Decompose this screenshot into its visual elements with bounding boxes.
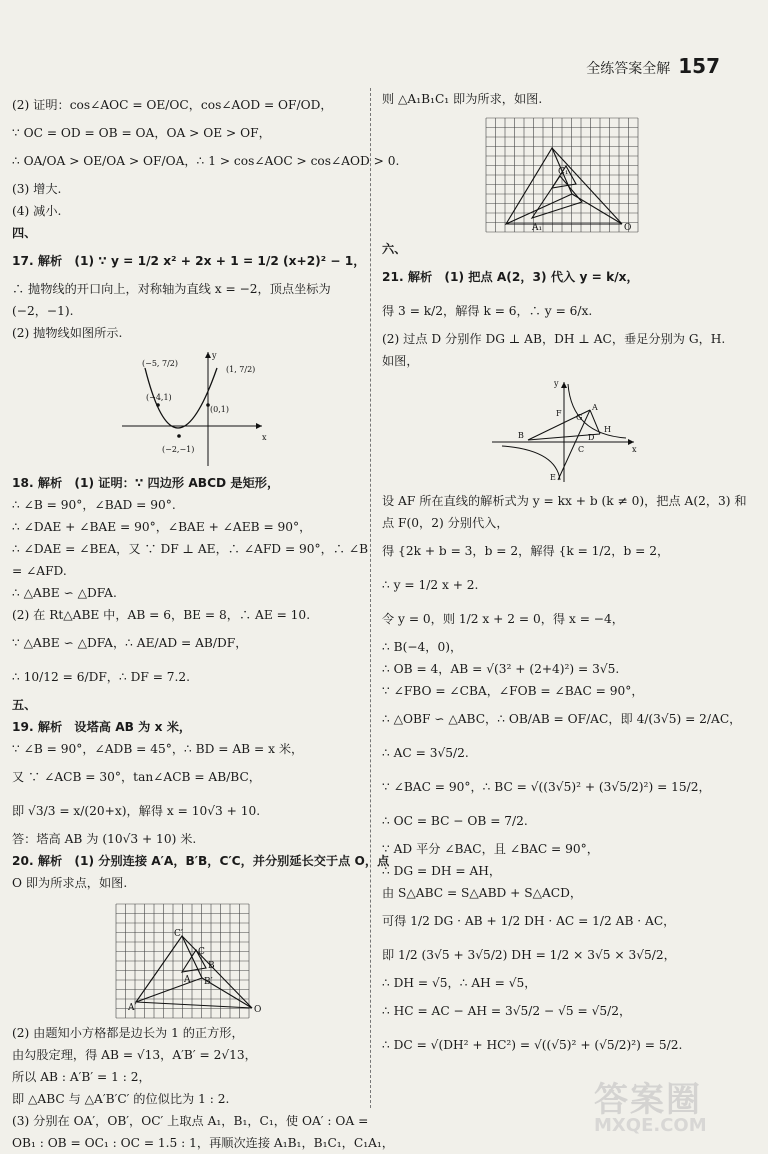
watermark-logo (594, 1072, 754, 1136)
x-axis-label: x (262, 433, 267, 442)
text-line: 令 y = 0，则 1/2 x + 2 = 0，得 x = −4， (382, 612, 624, 626)
point-label: A (592, 403, 598, 412)
column-divider (370, 88, 371, 1108)
text-line: ∴ DG = DH = AH， (382, 864, 502, 878)
point-label: A (184, 975, 191, 985)
text-line: 点 F(0，2) 分别代入， (382, 516, 509, 530)
text-line: ∴ 10/12 = 6/DF，∴ DF = 7.2. (12, 670, 191, 684)
point-label: (−5, 7/2) (142, 359, 178, 368)
text-line: (4) 减小. (12, 204, 62, 218)
text-line: ∴ AC = 3√5/2. (382, 746, 469, 760)
point-label: G (576, 413, 583, 422)
text-line: ∵ ∠B = 90°，∠ADB = 45°，∴ BD = AB = x 米， (12, 742, 304, 756)
text-line: ∴ OA/OA > OE/OA > OF/OA，∴ 1 > cos∠AOC > cos∠AOD > 0. (12, 154, 400, 168)
point-label: B (518, 431, 524, 440)
text-line: 如图， (382, 354, 419, 368)
text-line: ∵ △ABE ∽ △DFA，∴ AE/AD = AB/DF， (12, 636, 248, 650)
section-heading: 四、 (12, 226, 37, 240)
point-label: (−4,1) (146, 393, 172, 402)
point-label: C (578, 445, 585, 454)
text-line: ∴ ∠DAE + ∠BAE = 90°，∠BAE + ∠AEB = 90°， (12, 520, 312, 534)
text-line: 即 1/2 (3√5 + 3√5/2) DH = 1/2 × 3√5 × 3√5/2， (382, 948, 676, 962)
text-line: ∴ ∠B = 90°，∠BAD = 90°. (12, 498, 176, 512)
watermark-text: 答案圈 (594, 1080, 702, 1120)
point-label: A₁ (532, 223, 543, 233)
point-label: (1, 7/2) (226, 365, 256, 374)
text-line: ∴ OC = BC − OB = 7/2. (382, 814, 528, 828)
text-line: ∴ DH = √5，∴ AH = √5， (382, 976, 537, 990)
text-line: ∴ y = 1/2 x + 2. (382, 578, 479, 592)
question-21: 21. 解析 (1) 把点 A(2，3) 代入 y = k/x， (382, 270, 639, 284)
question-20: 20. 解析 (1) 分别连接 A′A，B′B，C′C，并分别延长交于点 O，点 (12, 854, 390, 868)
text-line: ∴ B(−4，0)， (382, 640, 463, 654)
left-column (12, 88, 400, 1154)
point-label: B (208, 961, 215, 971)
question-18: 18. 解析 (1) 证明：∵ 四边形 ABCD 是矩形， (12, 476, 280, 490)
point-label: (−2,−1) (162, 445, 195, 454)
grid-figure-2 (382, 114, 734, 234)
text-line: ∴ △OBF ∽ △ABC，∴ OB/AB = OF/AC，即 4/(3√5) = 2/AC， (382, 712, 742, 726)
text-line: ∴ HC = AC − AH = 3√5/2 − √5 = √5/2， (382, 1004, 632, 1018)
page-number: 157 (678, 54, 720, 78)
text-line: 由 S△ABC = S△ABD + S△ACD， (382, 886, 583, 900)
text-line: (3) 分别在 OA′，OB′，OC′ 上取点 A₁，B₁，C₁，使 OA′ : OA = (12, 1114, 369, 1128)
point-label: C (198, 947, 205, 957)
grid-figure-1 (12, 898, 364, 1018)
point-label: H (604, 425, 611, 434)
parabola-figure (12, 348, 364, 468)
watermark-url: MXQE.COM (594, 1115, 707, 1136)
hyperbola-figure (382, 376, 734, 486)
text-line: (2) 抛物线如图所示. (12, 326, 123, 340)
text-line: (2) 过点 D 分别作 DG ⊥ AB，DH ⊥ AC，垂足分别为 G，H. (382, 332, 726, 346)
point-label: E (550, 473, 556, 482)
text-line: (2) 在 Rt△ABE 中，AB = 6，BE = 8，∴ AE = 10. (12, 608, 311, 622)
text-line: 则 △A₁B₁C₁ 即为所求，如图. (382, 92, 543, 106)
point-label: B′ (204, 977, 213, 987)
text-line: ∴ DC = √(DH² + HC²) = √((√5)² + (√5/2)²) = 5/2. (382, 1038, 683, 1052)
text-line: 得 {2k + b = 3，b = 2，解得 {k = 1/2，b = 2， (382, 544, 670, 558)
y-axis-label: y (212, 351, 217, 360)
right-column (382, 88, 747, 1062)
text-line: ∵ ∠FBO = ∠CBA，∠FOB = ∠BAC = 90°， (382, 684, 644, 698)
header-title: 全练答案全解 (586, 61, 671, 77)
page-header (586, 54, 720, 78)
y-axis-label: y (554, 379, 559, 388)
text-line: 答：塔高 AB 为 (10√3 + 10) 米. (12, 832, 197, 846)
text-line: ∵ AD 平分 ∠BAC，且 ∠BAC = 90°， (382, 842, 599, 856)
text-line: (3) 增大. (12, 182, 62, 196)
text-line: = ∠AFD. (12, 564, 67, 578)
text-line: 又 ∵ ∠ACB = 30°，tan∠ACB = AB/BC， (12, 770, 261, 784)
text-line: ∴ 抛物线的开口向上，对称轴为直线 x = −2，顶点坐标为 (12, 282, 331, 296)
point-label: C₁ (558, 167, 569, 177)
text-line: 即 √3/3 = x/(20+x)，解得 x = 10√3 + 10. (12, 804, 261, 818)
text-line: 得 3 = k/2，解得 k = 6，∴ y = 6/x. (382, 304, 593, 318)
question-17: 17. 解析 (1) ∵ y = 1/2 x² + 2x + 1 = 1/2 (x+2)² − 1， (12, 254, 366, 268)
text-line: 可得 1/2 DG · AB + 1/2 DH · AC = 1/2 AB · AC， (382, 914, 676, 928)
point-label: F (556, 409, 562, 418)
text-line: O 即为所求点，如图. (12, 876, 128, 890)
x-axis-label: x (632, 445, 637, 454)
point-label: C′ (174, 929, 183, 939)
point-label: O (254, 1005, 262, 1015)
text-line: 即 △ABC 与 △A′B′C′ 的位似比为 1 : 2. (12, 1092, 230, 1106)
text-line: (−2，−1). (12, 304, 74, 318)
point-label: A′ (128, 1003, 137, 1013)
section-heading: 五、 (12, 698, 37, 712)
question-19: 19. 解析 设塔高 AB 为 x 米， (12, 720, 192, 734)
text-line: 由勾股定理，得 AB = √13，A′B′ = 2√13， (12, 1048, 257, 1062)
text-line: ∴ OB = 4，AB = √(3² + (2+4)²) = 3√5. (382, 662, 620, 676)
text-line: (2) 证明：cos∠AOC = OE/OC，cos∠AOD = OF/OD， (12, 98, 333, 112)
point-label: (0,1) (210, 405, 229, 414)
text-line: (2) 由题知小方格都是边长为 1 的正方形， (12, 1026, 244, 1040)
text-line: 所以 AB : A′B′ = 1 : 2， (12, 1070, 151, 1084)
section-heading: 六、 (382, 242, 407, 256)
point-label: O (624, 223, 632, 233)
text-line: ∴ △ABE ∽ △DFA. (12, 586, 117, 600)
text-line: ∵ OC = OD = OB = OA，OA > OE > OF， (12, 126, 271, 140)
text-line: ∵ ∠BAC = 90°，∴ BC = √((3√5)² + (3√5/2)²) = 15/2， (382, 780, 711, 794)
text-line: OB₁ : OB = OC₁ : OC = 1.5 : 1，再顺次连接 A₁B₁，B₁C₁，C₁A₁， (12, 1136, 394, 1150)
point-label: D (588, 433, 595, 442)
text-line: 设 AF 所在直线的解析式为 y = kx + b (k ≠ 0)，把点 A(2，3) 和 (382, 494, 747, 508)
text-line: ∴ ∠DAE = ∠BEA，又 ∵ DF ⊥ AE，∴ ∠AFD = 90°，∴ ∠B (12, 542, 369, 556)
